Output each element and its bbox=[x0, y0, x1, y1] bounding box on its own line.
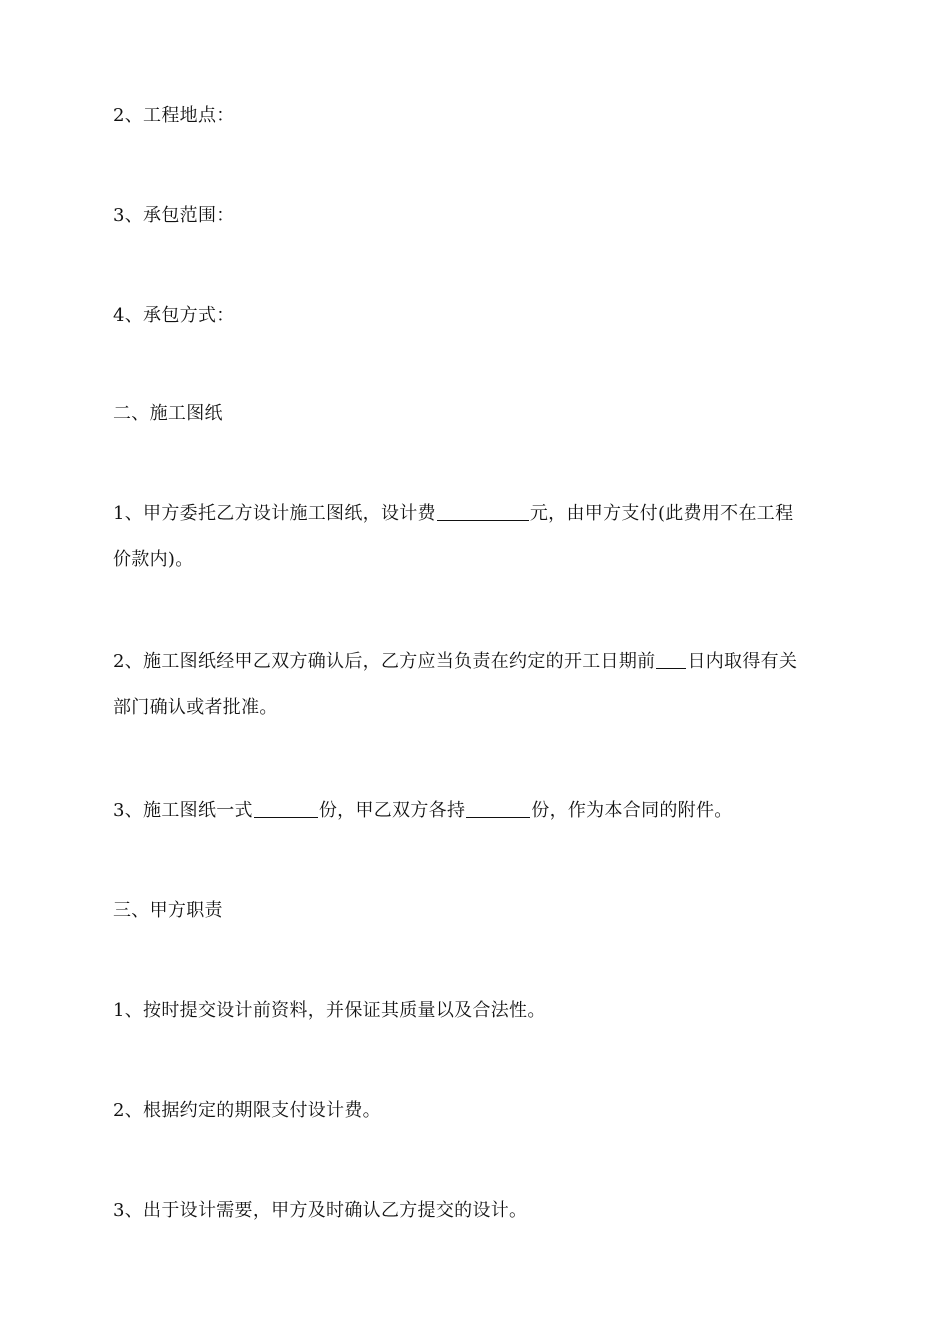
clause-drawing-approval: 2、施工图纸经甲乙双方确认后，乙方应当负责在约定的开工日期前 日内取得有关 部门确认或者批准。 bbox=[113, 651, 798, 718]
section-heading-party-a-duties: 三、甲方职责 bbox=[113, 900, 223, 921]
clause-contract-method: 4、承包方式： bbox=[113, 305, 235, 326]
duty-pay-fee: 2、根据约定的期限支付设计费。 bbox=[113, 1100, 381, 1121]
copies-each-blank bbox=[466, 799, 530, 818]
fee-blank bbox=[437, 502, 529, 521]
clause-project-location: 2、工程地点： bbox=[113, 105, 235, 126]
section-heading-drawings: 二、施工图纸 bbox=[113, 403, 223, 424]
duty-confirm-design: 3、出于设计需要，甲方及时确认乙方提交的设计。 bbox=[113, 1200, 528, 1221]
days-blank bbox=[656, 650, 686, 669]
clause-drawing-copies: 3、施工图纸一式 份，甲乙双方各持 份，作为本合同的附件。 bbox=[113, 800, 733, 821]
copies-blank bbox=[254, 799, 318, 818]
clause-design-fee: 1、甲方委托乙方设计施工图纸，设计费 元，由甲方支付(此费用不在工程 价款内)。 bbox=[113, 503, 794, 570]
clause-contract-scope: 3、承包范围： bbox=[113, 205, 235, 226]
duty-submit-materials: 1、按时提交设计前资料，并保证其质量以及合法性。 bbox=[113, 1000, 546, 1021]
